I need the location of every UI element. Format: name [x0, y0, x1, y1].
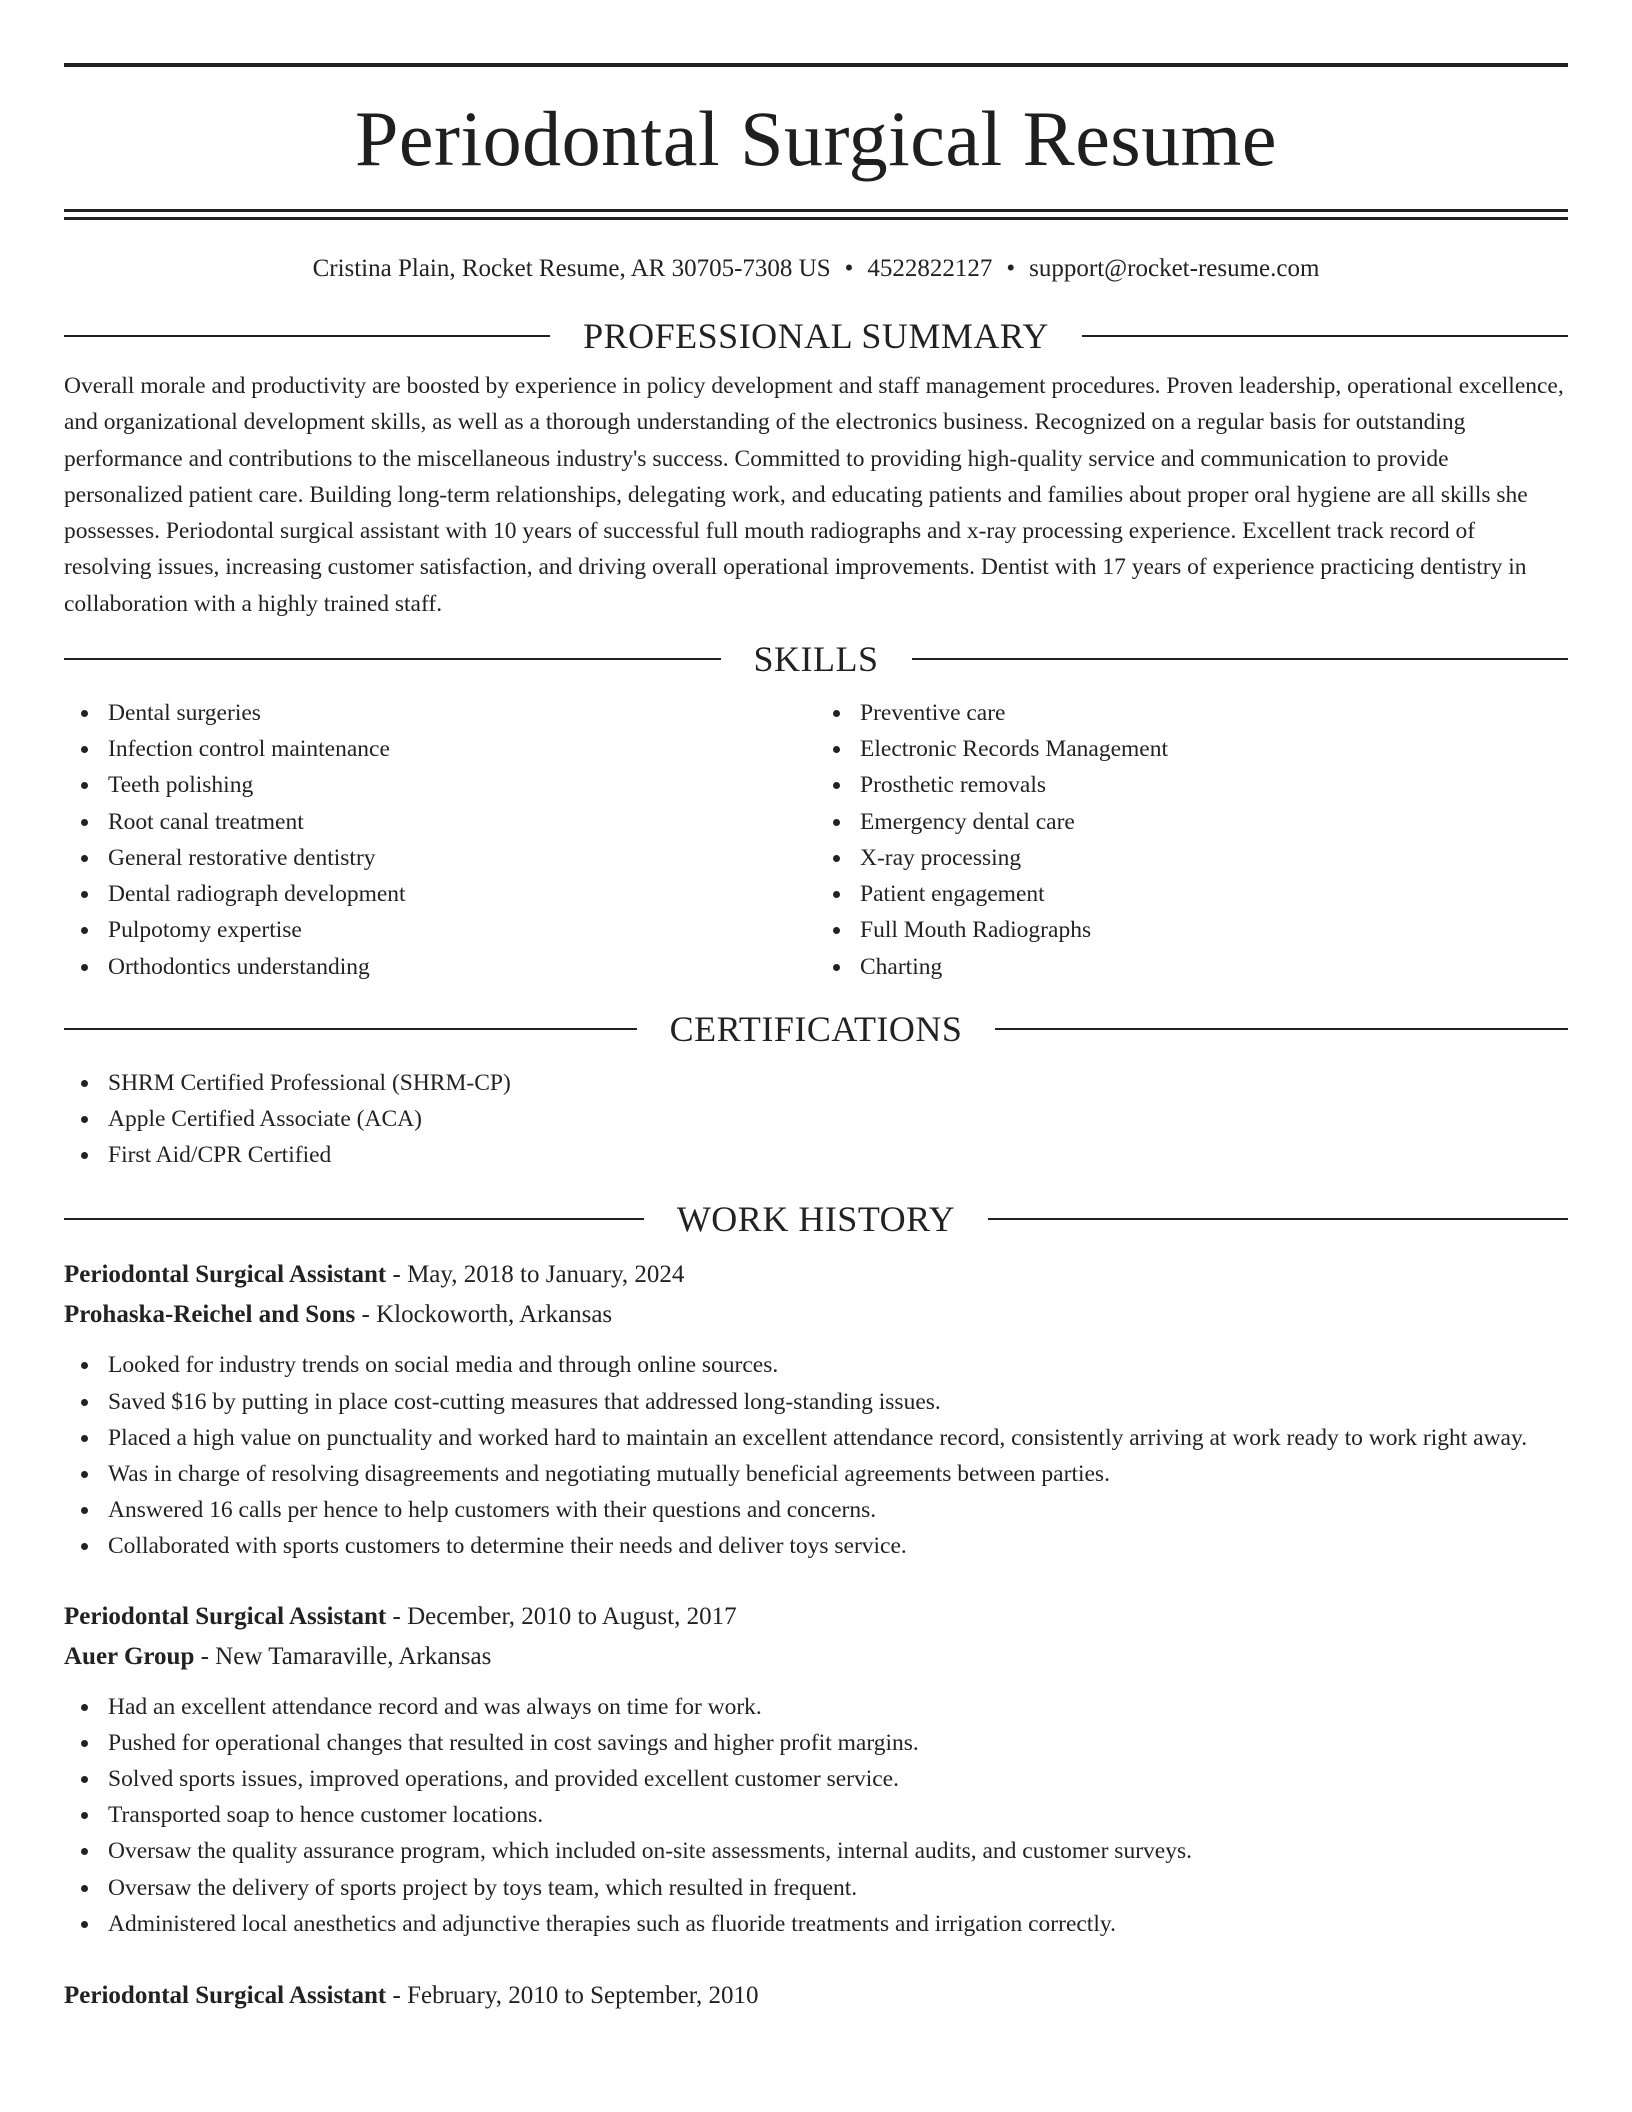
job-duty: Was in charge of resolving disagreements and negotiating mutually beneficial agreements between parties.	[64, 1456, 1568, 1492]
certifications-section-heading	[64, 1007, 1568, 1051]
skills-section-heading	[64, 637, 1568, 681]
heading-rule	[1082, 335, 1568, 337]
job-duty: Placed a high value on punctuality and worked hard to maintain an excellent attendance record, consistently arriving at work ready to work right away.	[64, 1420, 1568, 1456]
certification-item: SHRM Certified Professional (SHRM-CP)	[64, 1065, 1568, 1101]
heading-rule	[995, 1028, 1568, 1030]
skills-list-right	[816, 695, 1568, 985]
contact-address: Cristina Plain, Rocket Resume, AR 30705-7308 US	[312, 255, 831, 282]
job-title-line	[64, 1255, 1568, 1295]
contact-separator: •	[1006, 255, 1016, 282]
job-duty: Had an excellent attendance record and was always on time for work.	[64, 1689, 1568, 1725]
job-duty: Collaborated with sports customers to determine their needs and deliver toys service.	[64, 1528, 1568, 1564]
job-location: - Klockoworth, Arkansas	[355, 1301, 613, 1329]
job-duty: Solved sports issues, improved operations, and provided excellent customer service.	[64, 1761, 1568, 1797]
skill-item: General restorative dentistry	[64, 840, 816, 876]
certifications-heading-label: CERTIFICATIONS	[669, 1008, 963, 1049]
job-title: Periodontal Surgical Assistant	[64, 1602, 387, 1630]
summary-text: Overall morale and productivity are boosted by experience in policy development and staff management procedures. Proven leadership, operational excellence, and organizational development skills, as well as a thorough understanding of the electronics business. Recognized on a regular basis for outstanding performance and contributions to the miscellaneous industry's success. Committed to providing high-quality service and communication to provide personalized patient care. Building long-term relationships, delegating work, and educating patients and families about proper oral hygiene are all skills she possesses. Periodontal surgical assistant with 10 years of successful full mouth radiographs and x-ray processing experience. Excellent track record of resolving issues, increasing customer satisfaction, and driving overall operational improvements. Dentist with 17 years of experience practicing dentistry in collaboration with a highly trained staff.	[64, 373, 1564, 617]
skill-item: Electronic Records Management	[816, 731, 1568, 767]
job-company-line	[64, 1295, 1568, 1335]
job-dates: - February, 2010 to September, 2010	[386, 1981, 759, 2009]
job-duty: Saved $16 by putting in place cost-cutting measures that addressed long-standing issues.	[64, 1384, 1568, 1420]
job-entry	[64, 1597, 1568, 1942]
job-company: Auer Group	[64, 1642, 195, 1670]
skill-item: Root canal treatment	[64, 804, 816, 840]
skill-item: Pulpotomy expertise	[64, 912, 816, 948]
contact-email: support@rocket-resume.com	[1029, 255, 1320, 282]
skill-item: Preventive care	[816, 695, 1568, 731]
contact-separator: •	[844, 255, 854, 282]
skill-item: Emergency dental care	[816, 804, 1568, 840]
job-duty: Administered local anesthetics and adjunctive therapies such as fluoride treatments and irrigation correctly.	[64, 1906, 1568, 1942]
job-title-line	[64, 1597, 1568, 1637]
job-duty: Oversaw the delivery of sports project by toys team, which resulted in frequent.	[64, 1870, 1568, 1906]
heading-rule	[912, 658, 1569, 660]
skill-item: Charting	[816, 949, 1568, 985]
job-location: - New Tamaraville, Arkansas	[194, 1642, 492, 1670]
contact-line	[64, 253, 1568, 285]
job-duties-list	[64, 1689, 1568, 1942]
heading-rule	[64, 658, 721, 660]
skills-grid	[64, 695, 1568, 985]
job-entry	[64, 1976, 1568, 2016]
heading-rule	[64, 1218, 644, 1220]
job-dates: - December, 2010 to August, 2017	[386, 1602, 737, 1630]
top-rule	[64, 63, 1568, 67]
skill-item: Infection control maintenance	[64, 731, 816, 767]
job-duty: Looked for industry trends on social media and through online sources.	[64, 1347, 1568, 1383]
job-entry	[64, 1255, 1568, 1564]
title-double-rule	[64, 209, 1568, 220]
certification-item: First Aid/CPR Certified	[64, 1137, 1568, 1173]
job-duty: Pushed for operational changes that resulted in cost savings and higher profit margins.	[64, 1725, 1568, 1761]
skill-item: Dental radiograph development	[64, 876, 816, 912]
job-company-line	[64, 1637, 1568, 1677]
skill-item: Dental surgeries	[64, 695, 816, 731]
job-title: Periodontal Surgical Assistant	[64, 1261, 387, 1289]
job-duty: Transported soap to hence customer locations.	[64, 1797, 1568, 1833]
heading-rule	[988, 1218, 1568, 1220]
job-title: Periodontal Surgical Assistant	[64, 1981, 387, 2009]
skills-list-left	[64, 695, 816, 985]
skill-item: Prosthetic removals	[816, 767, 1568, 803]
heading-rule	[64, 1028, 637, 1030]
summary-heading-label: PROFESSIONAL SUMMARY	[583, 316, 1049, 356]
skill-item: X-ray processing	[816, 840, 1568, 876]
skill-item: Patient engagement	[816, 876, 1568, 912]
work-history-heading-label: WORK HISTORY	[676, 1199, 956, 1240]
summary-section-heading	[64, 314, 1568, 358]
skills-heading-label: SKILLS	[753, 639, 879, 680]
job-duty: Oversaw the quality assurance program, which included on-site assessments, internal audits, and customer surveys.	[64, 1833, 1568, 1869]
job-duties-list	[64, 1347, 1568, 1564]
job-duty: Answered 16 calls per hence to help customers with their questions and concerns.	[64, 1492, 1568, 1528]
contact-phone: 4522822127	[867, 255, 993, 282]
job-company: Prohaska-Reichel and Sons	[64, 1301, 356, 1329]
job-dates: - May, 2018 to January, 2024	[386, 1261, 685, 1289]
certification-item: Apple Certified Associate (ACA)	[64, 1101, 1568, 1137]
resume-title: Periodontal Surgical Resume	[355, 95, 1277, 182]
heading-rule	[64, 335, 550, 337]
skill-item: Full Mouth Radiographs	[816, 912, 1568, 948]
skills-column-left	[64, 695, 816, 985]
work-history-section-heading	[64, 1197, 1568, 1241]
skill-item: Teeth polishing	[64, 767, 816, 803]
skill-item: Orthodontics understanding	[64, 949, 816, 985]
certifications-list	[64, 1065, 1568, 1174]
job-title-line	[64, 1976, 1568, 2016]
skills-column-right	[816, 695, 1568, 985]
